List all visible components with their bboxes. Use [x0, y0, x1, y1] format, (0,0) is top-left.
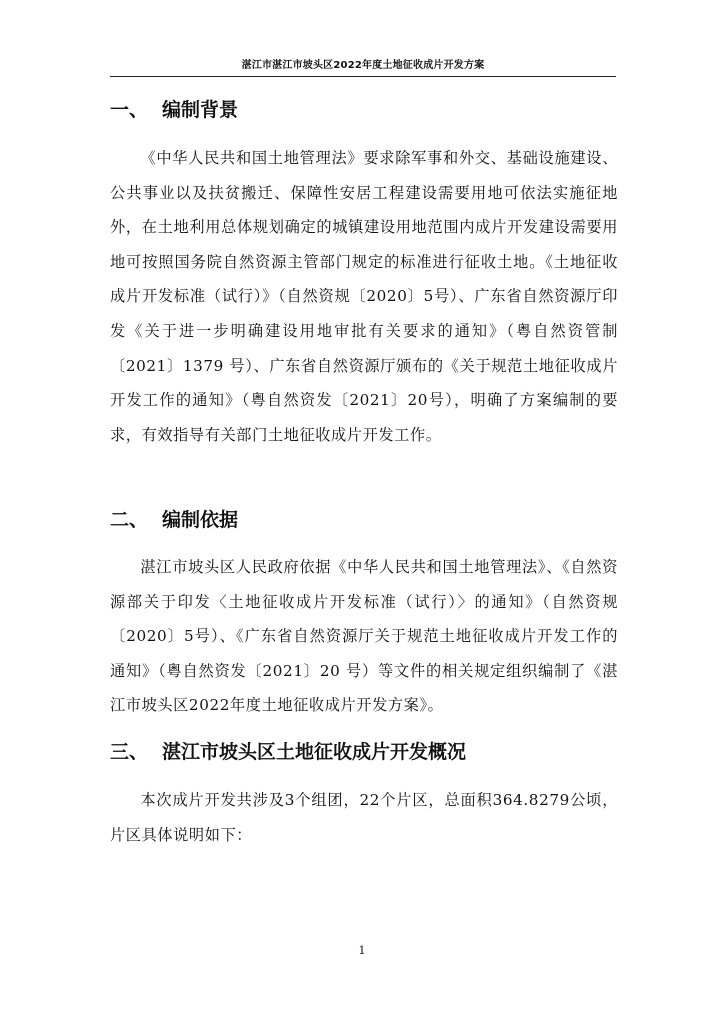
- section-title: 编制背景: [162, 99, 239, 121]
- paragraph-background: 《中华人民共和国土地管理法》要求除军事和外交、基础设施建设、公共事业以及扶贫搬迁、保障性安居工程建设需要用地可依法实施征地外，在土地利用总体规划确定的城镇建设用地范围内成片开发建设需要用地可按照国务院自然资源主管部门规定的标准进行征收土地。《土地征收成片开发标准（试行）》（自然资规〔2020〕5号）、广东省自然资源厅印发《关于进一步明确建设用地审批有关要求的通知》（粤自然资管制〔2021〕1379 号）、广东省自然资源厅颁布的《关于规范土地征收成片开发工作的通知》（粤自然资发〔2021〕20号），明确了方案编制的要求，有效指导有关部门土地征收成片开发工作。: [110, 149, 618, 444]
- section-title: 编制依据: [162, 509, 239, 531]
- section-number: 一、: [110, 99, 149, 121]
- paragraph-overview: 本次成片开发共涉及3个组团，22个片区，总面积364.8279公顷，片区具体说明如下：: [110, 791, 618, 844]
- section-heading-overview: [110, 740, 466, 764]
- paragraph-basis: 湛江市坡头区人民政府依据《中华人民共和国土地管理法》、《自然资源部关于印发〈土地征收成片开发标准（试行）〉的通知》（自然资规〔2020〕5号）、《广东省自然资源厅关于规范土地征收成片开发工作的通知》（粤自然资发〔2021〕20 号）等文件的相关规定组织编制了《湛江市坡头区2022年度土地征收成片开发方案》。: [110, 558, 618, 715]
- section-heading-basis: [110, 508, 238, 532]
- running-header: 湛江市湛江市坡头区2022年度土地征收成片开发方案: [241, 60, 485, 71]
- header-divider: [110, 76, 616, 77]
- page-number: 1: [358, 944, 366, 957]
- section-number: 二、: [110, 509, 149, 531]
- section-title: 湛江市坡头区土地征收成片开发概况: [162, 741, 467, 763]
- section-heading-background: [110, 98, 238, 122]
- section-number: 三、: [110, 741, 149, 763]
